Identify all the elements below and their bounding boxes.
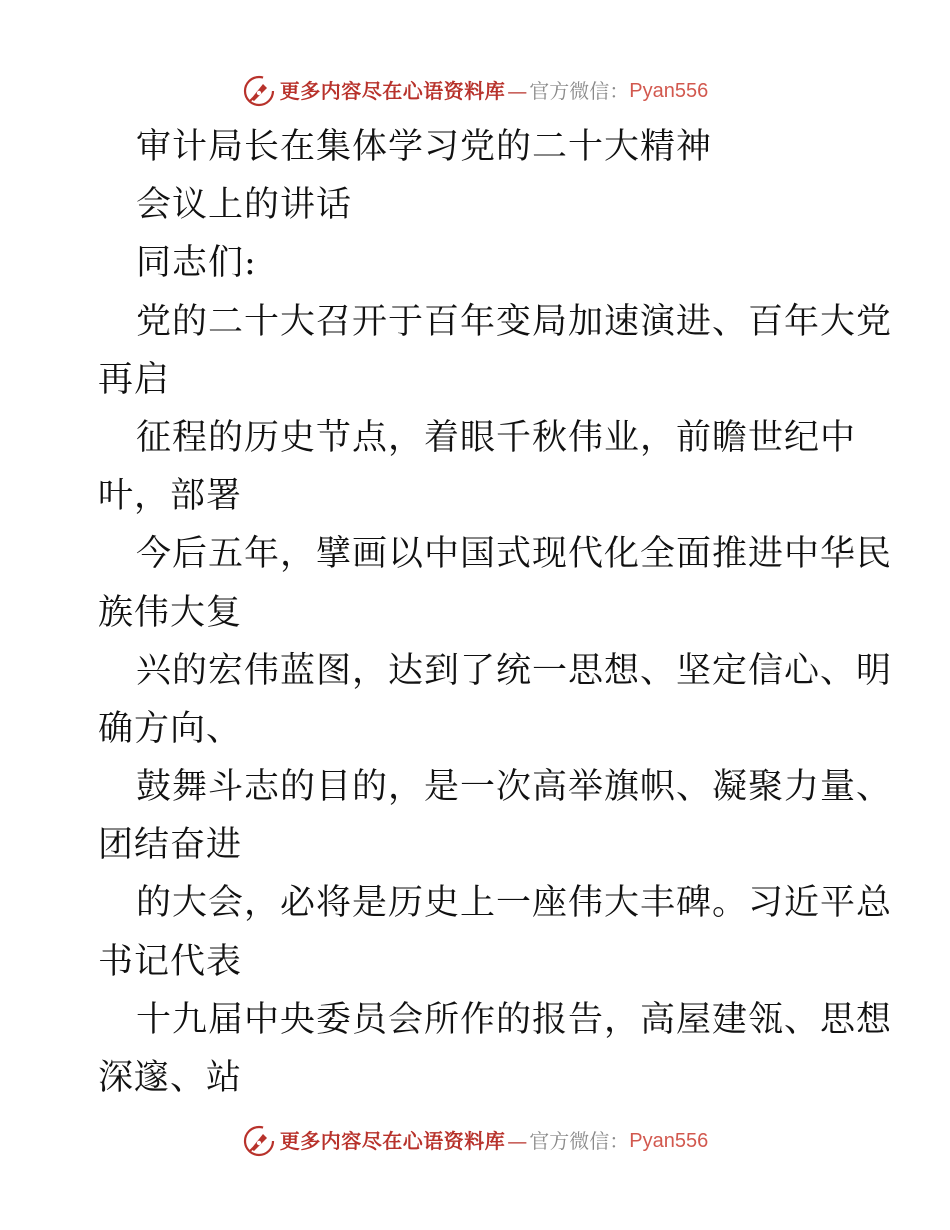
watermark-label: 官方微信： [529,79,630,103]
watermark-dash: — [507,1129,528,1153]
body-line: 叶，部署 [98,476,243,517]
watermark-label: 官方微信： [529,1129,630,1153]
body-line: 的大会，必将是历史上一座伟大丰碑。习近平总 [136,883,893,924]
body-line: 书记代表 [98,941,243,982]
body-line: 族伟大复 [98,592,243,633]
body-line: 征程的历史节点，着眼千秋伟业，前瞻世纪中 [136,417,857,458]
body-line: 今后五年，擘画以中国式现代化全面推进中华民 [136,534,893,575]
body-line: 再启 [98,359,171,400]
body-line: 十九届中央委员会所作的报告，高屋建瓴、思想 [136,999,893,1040]
pen-nib-logo-icon [242,1124,276,1158]
watermark-handle: Pyan556 [629,1130,709,1152]
body-line: 鼓舞斗志的目的，是一次高举旗帜、凝聚力量、 [136,767,893,808]
body-line: 党的二十大召开于百年变局加速演进、百年大党 [136,301,893,342]
pen-nib-logo-icon [242,74,276,108]
salutation: 同志们: [136,243,257,284]
document-title-line-1: 审计局长在集体学习党的二十大精神 [136,127,713,167]
body-line: 确方向、 [98,708,243,749]
watermark-dash: — [507,79,528,103]
body-line: 团结奋进 [98,825,243,866]
body-line: 深邃、站 [98,1058,243,1098]
header-watermark [0,74,950,108]
watermark-main-text: 更多内容尽在心语资料库 [279,1129,506,1153]
watermark-main-text: 更多内容尽在心语资料库 [279,79,506,103]
document-title-line-2: 会议上的讲话 [136,185,353,226]
body-line: 兴的宏伟蓝图，达到了统一思想、坚定信心、明 [136,650,893,691]
document-body [98,118,893,1107]
footer-watermark [0,1124,950,1158]
watermark-handle: Pyan556 [629,80,709,102]
